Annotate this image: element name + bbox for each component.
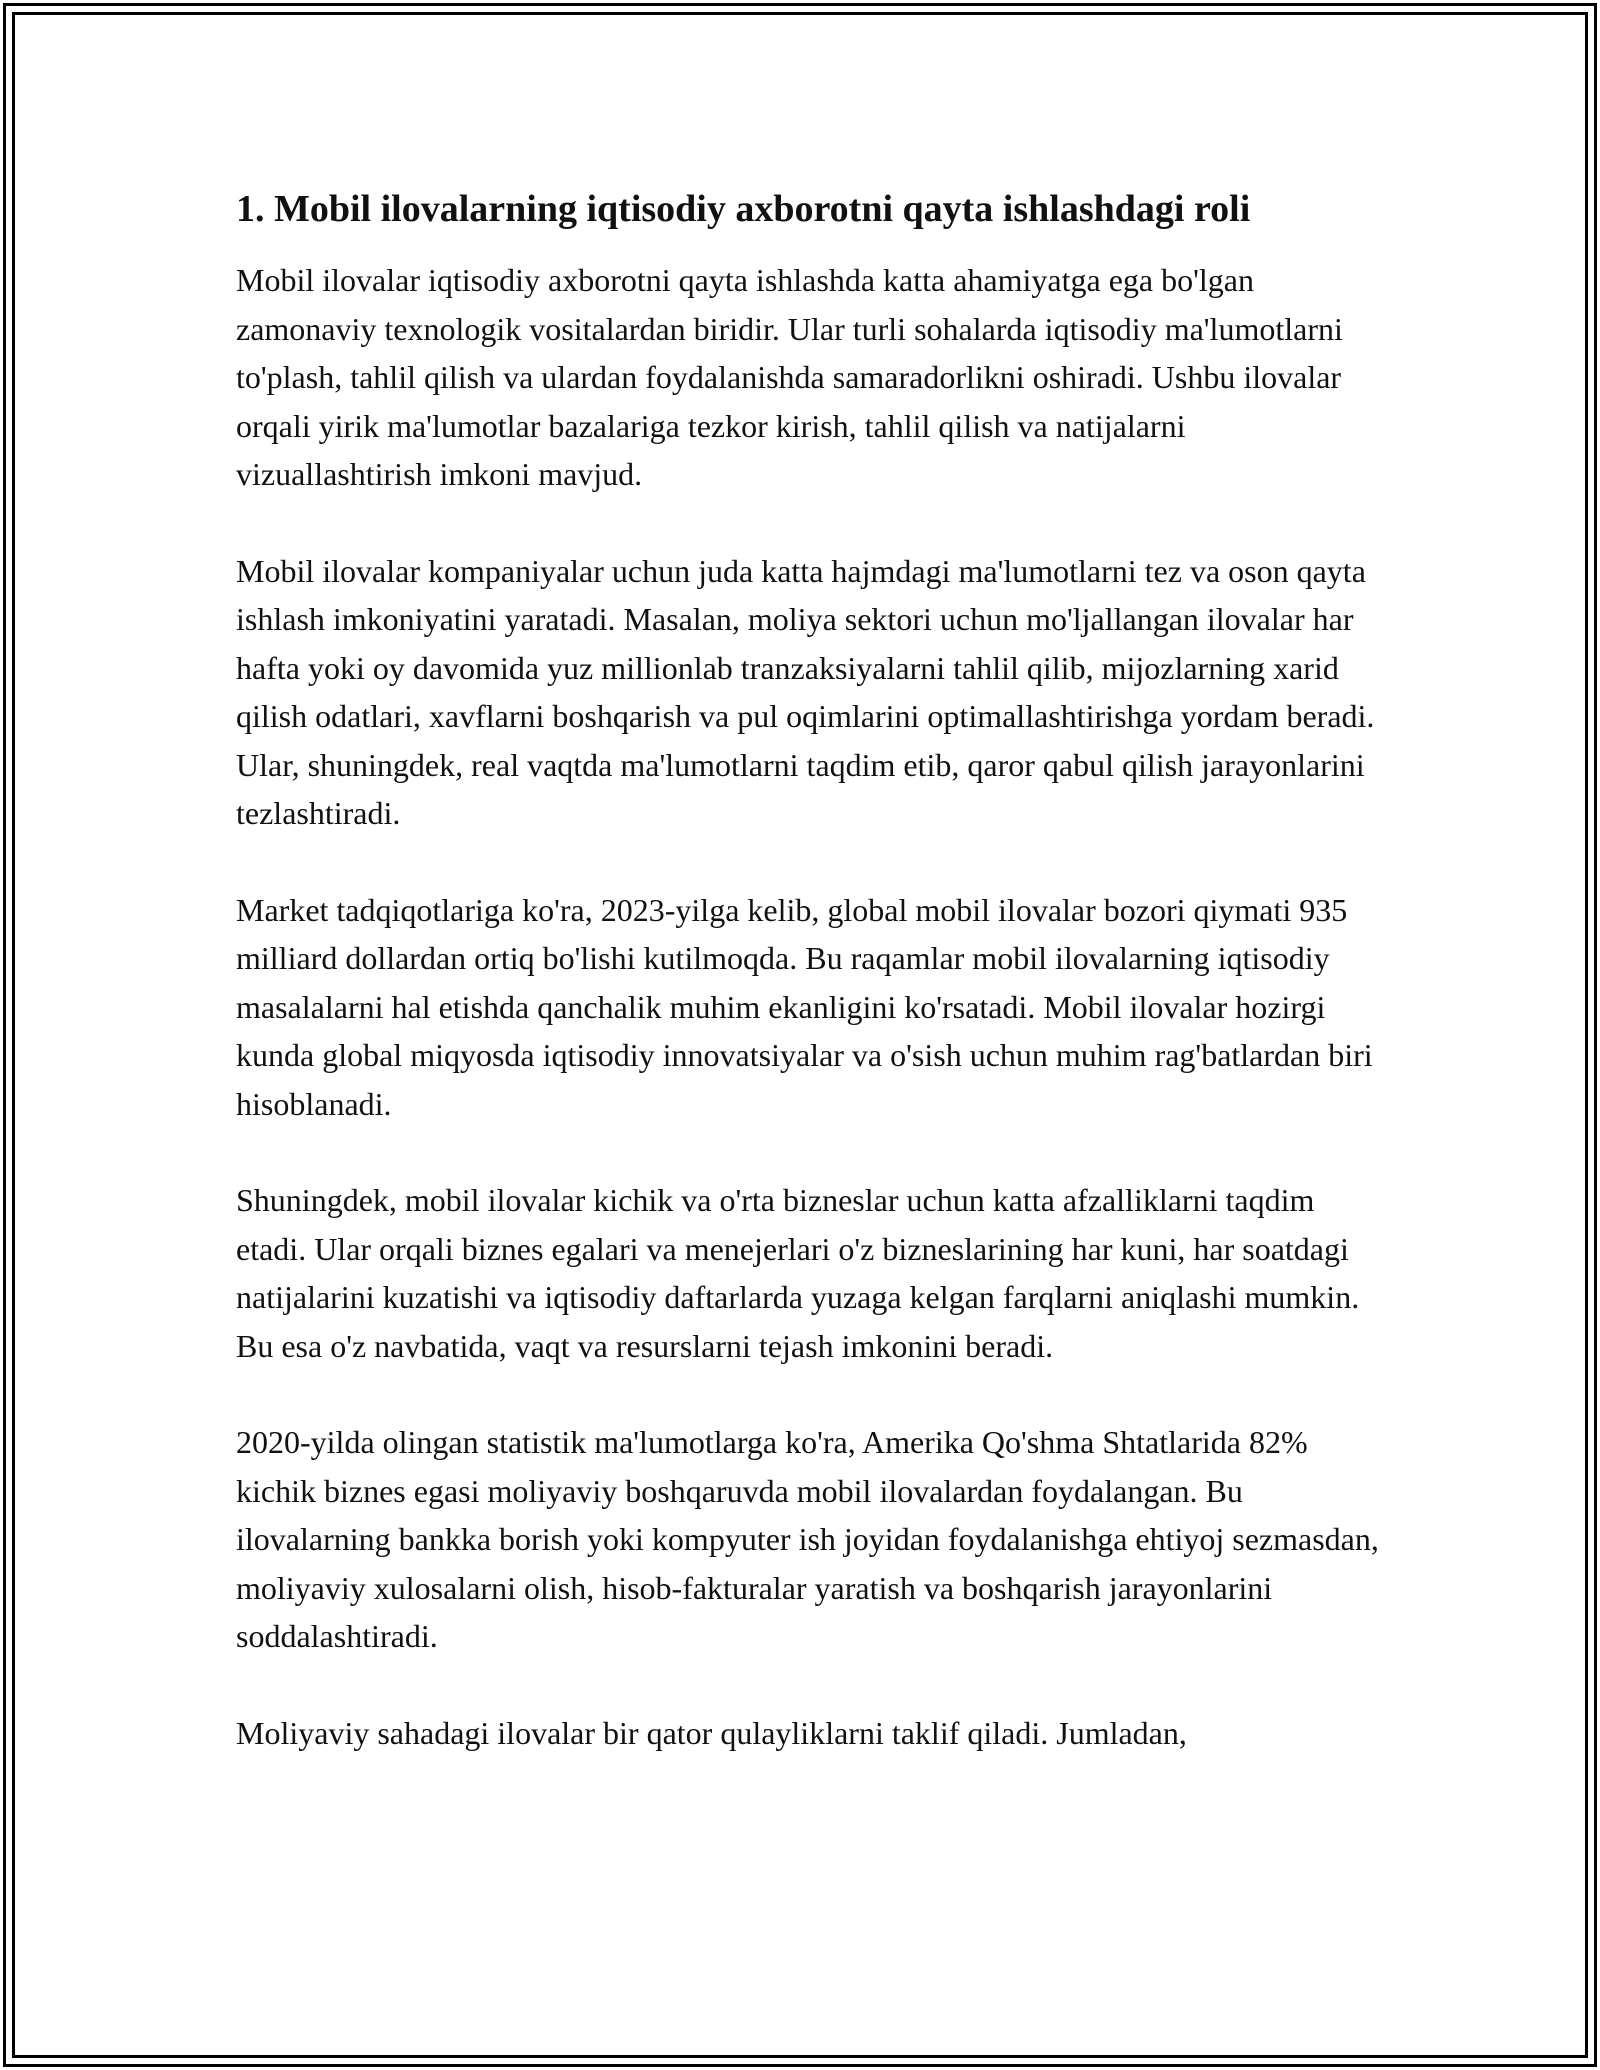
paragraph-3: Market tadqiqotlariga ko'ra, 2023-yilga kelib, global mobil ilovalar bozori qiymati 935 milliard dollardan ortiq bo'lishi kutilmoqda. Bu raqamlar mobil ilovalarning iqtisodiy masalalarni hal etishda qanchalik muhim ekanligini ko'rsatadi. Mobil ilovalar hozirgi kunda global miqyosda iqtisodiy innovatsiyalar va o'sish uchun muhim rag'batlardan biri hisoblanadi. xyxy=(236,891,1373,1122)
paragraph-4: Shuningdek, mobil ilovalar kichik va o'rta bizneslar uchun katta afzalliklarni taqdim etadi. Ular orqali biznes egalari va menejerlari o'z bizneslarining har kuni, har soatdagi natijalarini kuzatishi va iqtisodiy daftarlarda yuzaga kelgan farqlarni aniqlashi mumkin. Bu esa o'z navbatida, vaqt va resurslarni tejash imkonini beradi. xyxy=(236,1182,1360,1364)
paragraph-6: Moliyaviy sahadagi ilovalar bir qator qulayliklarni taklif qiladi. Jumladan, xyxy=(236,1714,1187,1751)
paragraph-1: Mobil ilovalar iqtisodiy axborotni qayta ishlashda katta ahamiyatga ega bo'lgan zamonaviy texnologik vositalardan biridir. Ular turli sohalarda iqtisodiy ma'lumotlarni to'plash, tahlil qilish va ulardan foydalanishda samaradorlikni oshiradi. Ushbu ilovalar orqali yirik ma'lumotlar bazalariga tezkor kirish, tahlil qilish va natijalarni vizuallashtirish imkoni mavjud. xyxy=(236,262,1343,492)
paragraph-2: Mobil ilovalar kompaniyalar uchun juda katta hajmdagi ma'lumotlarni tez va oson qayta ishlash imkoniyatini yaratadi. Masalan, moliya sektori uchun mo'ljallangan ilovalar har hafta yoki oy davomida yuz millionlab tranzaksiyalarni tahlil qilib, mijozlarning xarid qilish odatlari, xavflarni boshqarish va pul oqimlarini optimallashtirishga yordam beradi. Ular, shuningdek, real vaqtda ma'lumotlarni taqdim etib, qaror qabul qilish jarayonlarini tezlashtiradi. xyxy=(236,552,1375,831)
paragraph-5: 2020-yilda olingan statistik ma'lumotlarga ko'ra, Amerika Qo'shma Shtatlarida 82% kichik biznes egasi moliyaviy boshqaruvda mobil ilovalardan foydalangan. Bu ilovalarning bankka borish yoki kompyuter ish joyidan foydalanishga ehtiyoj sezmasdan, moliyaviy xulosalarni olish, hisob-fakturalar yaratish va boshqarish jarayonlarini soddalashtiradi. xyxy=(236,1424,1379,1654)
section-heading: 1. Mobil ilovalarning iqtisodiy axborotni qayta ishlashdagi roli xyxy=(236,188,1251,230)
document-body xyxy=(236,184,1381,1757)
